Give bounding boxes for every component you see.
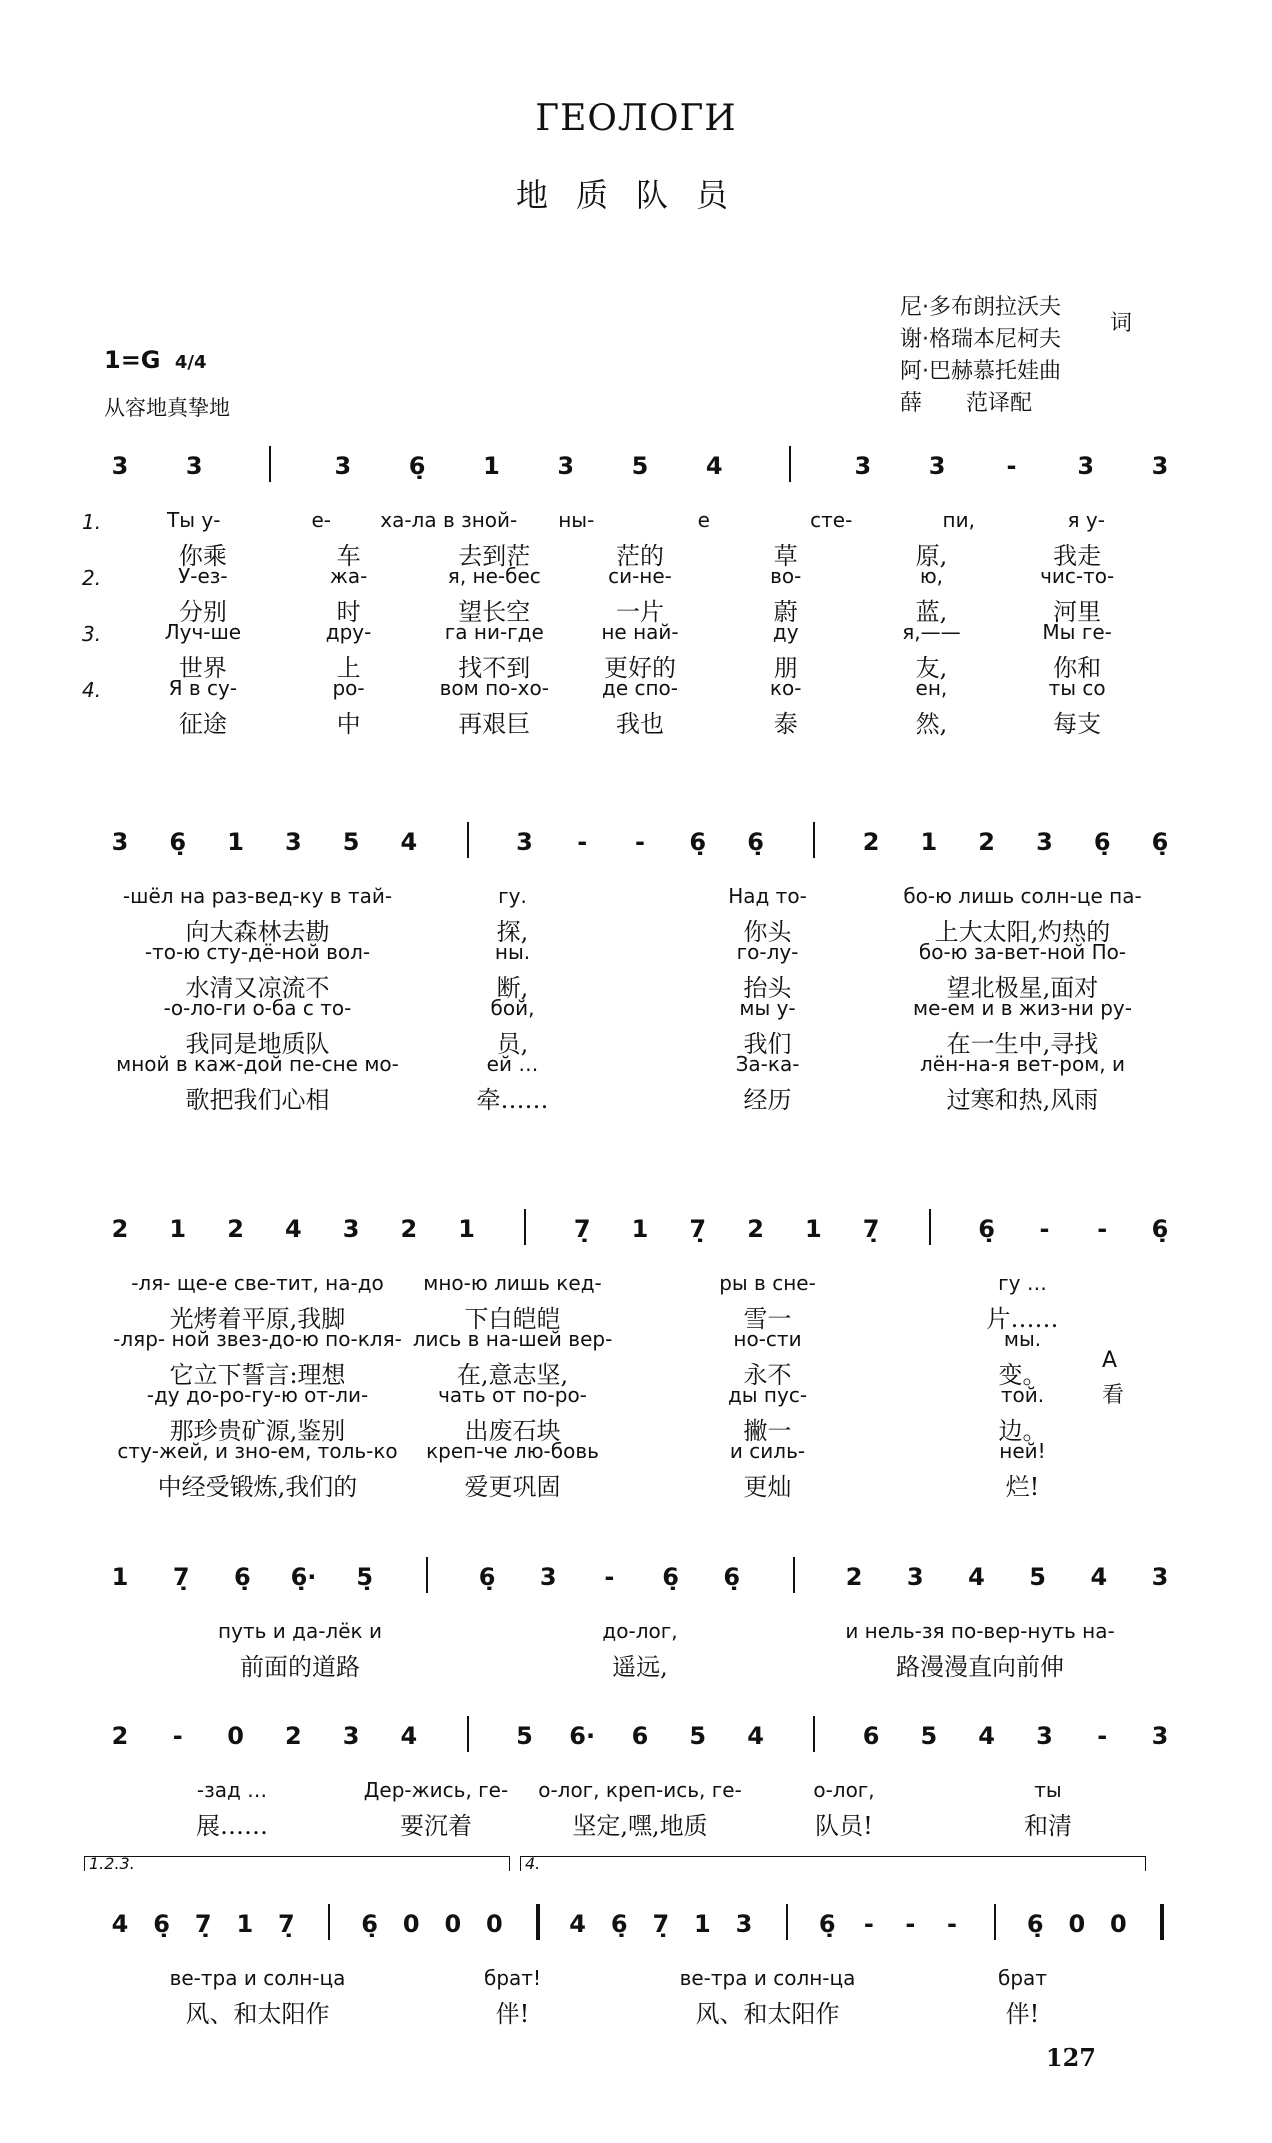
key-label: 1=G	[104, 346, 161, 374]
note: 4	[284, 1215, 302, 1243]
note: -	[635, 828, 645, 856]
russian-lyric: Над то-	[728, 884, 807, 908]
verse-number: 1.	[82, 510, 102, 534]
chinese-lyric: 征途	[178, 710, 227, 738]
note: 5	[1029, 1563, 1046, 1591]
russian-lyric: е	[697, 508, 710, 532]
russian-lyric: За-ка-	[735, 1052, 800, 1076]
russian-lyric: лён-на-я вет-ром, и	[919, 1052, 1126, 1076]
note: 2	[747, 1215, 764, 1243]
note: 4	[400, 828, 418, 856]
russian-lyric: бо-ю за-вет-ной По-	[918, 940, 1127, 964]
russian-lyric: бо-ю лишь солн-це па-	[903, 884, 1142, 908]
note: 3	[284, 828, 302, 856]
note: 4	[705, 452, 723, 480]
chinese-lyric: 员,	[496, 1030, 529, 1058]
note: 6̣	[408, 452, 426, 480]
note: 1	[804, 1215, 822, 1243]
note: 5	[689, 1722, 707, 1750]
chinese-lyric: 雪一	[743, 1305, 792, 1333]
russian-lyric: е-	[311, 508, 332, 532]
note: 3	[334, 452, 352, 480]
chinese-lyric: 一片	[616, 598, 664, 626]
chinese-lyric: 再艰巨	[458, 710, 531, 738]
russian-lyric: -зад …	[196, 1778, 268, 1802]
chinese-lyric: 队员!	[815, 1812, 873, 1840]
volta-1	[84, 1856, 510, 1871]
note: -	[905, 1910, 916, 1938]
chinese-lyric: 前面的道路	[240, 1653, 360, 1681]
note: 6̣	[723, 1563, 741, 1591]
note: 4	[1090, 1563, 1108, 1591]
chinese-lyric: 你和	[1053, 654, 1102, 682]
russian-lyric: мно-ю лишь кед-	[423, 1271, 602, 1295]
note: -	[1097, 1215, 1108, 1243]
note: 3	[854, 452, 872, 480]
chinese-lyric: 它立下誓言:理想	[169, 1361, 346, 1389]
note: 2	[845, 1563, 863, 1591]
note: 1	[920, 828, 938, 856]
note: 3	[1036, 1722, 1053, 1750]
note: 5	[631, 452, 649, 480]
note: 0	[1068, 1910, 1086, 1938]
chinese-lyric: 每支	[1053, 710, 1102, 738]
note: 4	[400, 1722, 418, 1750]
note: 7̣	[172, 1563, 190, 1591]
russian-lyric: вом по-хо-	[439, 676, 549, 700]
note: 0	[444, 1910, 462, 1938]
note: 3	[111, 452, 129, 480]
chinese-lyric: 草	[773, 542, 798, 570]
note: -	[577, 828, 588, 856]
russian-lyric: ны.	[494, 940, 531, 964]
note: 3	[735, 1910, 753, 1938]
note: -	[1097, 1722, 1108, 1750]
note: 1	[227, 828, 244, 856]
chinese-lyric: 我也	[616, 710, 664, 738]
tempo-marking: 从容地真挚地	[104, 396, 230, 420]
note: 3	[1151, 1563, 1169, 1591]
note: 6̣	[361, 1910, 378, 1938]
russian-lyric: де спо-	[601, 676, 679, 700]
russian-lyric: мной в каж-дой пе-сне мо-	[116, 1052, 399, 1076]
chinese-lyric: 撇一	[743, 1417, 792, 1445]
russian-lyric: мы.	[1003, 1327, 1042, 1351]
note: 6̣	[1151, 828, 1169, 856]
russian-lyric: но-сти	[733, 1327, 802, 1351]
russian-lyric: чис-то-	[1040, 564, 1115, 588]
russian-lyric: ен,	[915, 676, 948, 700]
chinese-lyric: 伴!	[495, 2000, 530, 2028]
chinese-lyric: 光烤着平原,我脚	[169, 1305, 346, 1333]
chinese-lyric: 那珍贵矿源,鉴别	[169, 1417, 346, 1445]
note: 7̣	[573, 1215, 591, 1243]
side-note: 看	[1102, 1383, 1125, 1408]
bar-line	[269, 446, 271, 482]
russian-lyric: пи,	[942, 508, 975, 532]
note: 1	[458, 1215, 475, 1243]
chinese-lyric: 在一生中,寻找	[946, 1030, 1099, 1058]
chinese-lyric: 歌把我们心相	[185, 1086, 330, 1114]
russian-lyric: Дер-жись, ге-	[363, 1778, 509, 1802]
russian-lyric: го-лу-	[736, 940, 799, 964]
russian-lyric: гу …	[998, 1271, 1047, 1295]
bar-line	[813, 1716, 815, 1752]
chinese-lyric: 河里	[1053, 598, 1102, 626]
note: 1	[631, 1215, 649, 1243]
note: 2	[862, 828, 880, 856]
chinese-lyric: 茫的	[616, 542, 664, 570]
chinese-lyric: 断,	[496, 974, 529, 1002]
note: 3	[1036, 828, 1053, 856]
russian-lyric: брат	[998, 1966, 1047, 1990]
chinese-lyric: 变。	[998, 1361, 1047, 1389]
russian-lyric: во-	[770, 564, 802, 588]
chinese-lyric: 风、和太阳作	[185, 2000, 330, 2028]
bar-line	[789, 446, 791, 482]
chinese-lyric: 蔚	[773, 598, 798, 626]
note: -	[863, 1910, 874, 1938]
russian-lyric: лись в на-шей вер-	[412, 1327, 613, 1351]
russian-lyric: сту-жей, и зно-ем, толь-ко	[117, 1439, 398, 1463]
bar-line	[1160, 1904, 1164, 1940]
russian-lyric: сте-	[810, 508, 853, 532]
note: 6	[631, 1722, 649, 1750]
note: 3	[516, 828, 533, 856]
note: 0	[227, 1722, 244, 1750]
chinese-lyric: 找不到	[458, 654, 531, 682]
note: -	[604, 1563, 615, 1591]
bar-line	[929, 1209, 931, 1245]
note: 6̣	[478, 1563, 496, 1591]
chinese-lyric: 更灿	[743, 1473, 792, 1501]
chinese-lyric: 然,	[915, 710, 948, 738]
bar-line	[786, 1904, 788, 1940]
bar-line	[994, 1904, 996, 1940]
russian-lyric: гу.	[498, 884, 527, 908]
chinese-lyric: 路漫漫直向前伸	[896, 1653, 1064, 1681]
note: -	[172, 1722, 183, 1750]
russian-lyric: Мы ге-	[1042, 620, 1112, 644]
chinese-lyric: 更好的	[604, 654, 676, 682]
chinese-lyric: 要沉着	[400, 1812, 472, 1840]
note: 6̣	[1026, 1910, 1044, 1938]
note: 4	[978, 1722, 995, 1750]
chinese-lyric: 坚定,嘿,地质	[572, 1812, 708, 1840]
note: 1	[169, 1215, 187, 1243]
note: -	[1006, 452, 1017, 480]
note: 0	[486, 1910, 503, 1938]
note: 6̣	[978, 1215, 995, 1243]
russian-lyric: мы у-	[739, 996, 796, 1020]
chinese-lyric: 时	[336, 598, 361, 626]
russian-lyric: и нель-зя по-вер-нуть на-	[845, 1619, 1115, 1643]
song-title: ГЕОЛОГИ	[535, 98, 737, 139]
chinese-lyric: 在,意志坚,	[456, 1361, 569, 1389]
note: 3	[111, 828, 129, 856]
note: 7̣	[278, 1910, 295, 1938]
note: 0	[1110, 1910, 1127, 1938]
russian-lyric: ве-тра и солн-ца	[169, 1966, 346, 1990]
russian-lyric: си-не-	[608, 564, 672, 588]
note: 6̣	[153, 1910, 170, 1938]
chinese-lyric: 你头	[743, 918, 792, 946]
note: 3	[1151, 1722, 1169, 1750]
russian-lyric: -ду до-ро-гу-ю от-ли-	[146, 1383, 369, 1407]
chinese-lyric: 你乘	[178, 542, 227, 570]
bar-line	[467, 822, 469, 858]
russian-lyric: ко-	[769, 676, 802, 700]
note: 5	[342, 828, 360, 856]
note: 1	[483, 452, 500, 480]
chinese-lyric: 上大太阳,灼热的	[934, 918, 1111, 946]
bar-line	[426, 1557, 428, 1593]
key-signature	[104, 346, 207, 374]
bar-line	[467, 1716, 469, 1752]
note: 3	[1077, 452, 1095, 480]
russian-lyric: Луч-ше	[164, 620, 242, 644]
chinese-lyric: 蓝,	[915, 598, 948, 626]
chinese-lyric: 中经受锻炼,我们的	[157, 1473, 358, 1501]
volta-2	[520, 1856, 1146, 1871]
note: 2	[978, 828, 995, 856]
russian-lyric: га ни-где	[444, 620, 544, 644]
russian-lyric: креп-че лю-бовь	[426, 1439, 599, 1463]
note: 2	[284, 1722, 302, 1750]
note: 4	[569, 1910, 586, 1938]
note: 6̣	[747, 828, 764, 856]
russian-lyric: ры в сне-	[719, 1271, 816, 1295]
note: 3	[539, 1563, 557, 1591]
russian-lyric: Я в су-	[168, 676, 238, 700]
chinese-lyric: 水清又凉流不	[185, 974, 330, 1002]
note: 3	[342, 1215, 360, 1243]
note: 7̣	[194, 1910, 212, 1938]
note: 2	[227, 1215, 244, 1243]
russian-lyric: ны-	[558, 508, 595, 532]
credit-line: 谢·格瑞本尼柯夫	[900, 327, 1061, 352]
russian-lyric: ды пус-	[727, 1383, 808, 1407]
credits-block	[900, 292, 1061, 420]
russian-lyric: У-ез-	[178, 564, 228, 588]
chinese-lyric: 展……	[196, 1812, 268, 1840]
chinese-lyric: 爱更巩固	[464, 1473, 561, 1501]
chinese-lyric: 朋	[773, 654, 798, 682]
note: 2	[111, 1722, 129, 1750]
russian-lyric: -ляр- ной звез-до-ю по-кля-	[113, 1327, 402, 1351]
note: 6̣	[689, 828, 707, 856]
russian-lyric: -ля- ще-е све-тит, на-до	[131, 1271, 384, 1295]
note: 6̣	[1151, 1215, 1169, 1243]
credit-line: 尼·多布朗拉沃夫	[900, 295, 1061, 320]
note: 7̣	[862, 1215, 880, 1243]
note: 6̣	[169, 828, 187, 856]
russian-lyric: я, не-бес	[447, 564, 541, 588]
note: 0	[402, 1910, 420, 1938]
note: 4	[111, 1910, 129, 1938]
chinese-lyric: 望北极星,面对	[946, 974, 1099, 1002]
verse-number: 3.	[82, 622, 102, 646]
chinese-lyric: 我走	[1053, 542, 1102, 570]
note: 2	[111, 1215, 129, 1243]
russian-lyric: не най-	[601, 620, 679, 644]
bar-line	[328, 1904, 330, 1940]
chinese-lyric: 友,	[915, 654, 948, 682]
russian-lyric: -о-ло-ги о-ба с то-	[163, 996, 352, 1020]
note: 4	[968, 1563, 985, 1591]
note: 5	[516, 1722, 533, 1750]
note: -	[1039, 1215, 1050, 1243]
russian-lyric: брат!	[484, 1966, 541, 1990]
bar-line	[524, 1209, 526, 1245]
note: 6·	[569, 1722, 596, 1750]
chinese-lyric: 过寒和热,风雨	[946, 1086, 1099, 1114]
verse-number: 4.	[82, 678, 102, 702]
russian-lyric: и силь-	[729, 1439, 806, 1463]
side-note: A	[1102, 1348, 1118, 1373]
chinese-lyric: 经历	[743, 1086, 792, 1114]
russian-lyric: ве-тра и солн-ца	[679, 1966, 856, 1990]
note: 3	[906, 1563, 924, 1591]
russian-lyric: ро-	[332, 676, 365, 700]
russian-lyric: ей …	[486, 1052, 539, 1076]
note: 4	[747, 1722, 764, 1750]
note: 1	[236, 1910, 254, 1938]
russian-lyric: ней!	[999, 1439, 1046, 1463]
russian-lyric: дру-	[325, 620, 372, 644]
chinese-lyric: 望长空	[458, 598, 531, 626]
chinese-lyric: 我们	[743, 1030, 792, 1058]
russian-lyric: я,——	[902, 620, 961, 644]
russian-lyric: я у-	[1067, 508, 1105, 532]
time-signature: 4/4	[174, 352, 207, 373]
chinese-lyric: 去到茫	[458, 542, 531, 570]
chinese-lyric: 车	[336, 542, 361, 570]
volta-label: 4.	[525, 1854, 541, 1873]
chinese-lyric: 下白皑皑	[464, 1305, 561, 1333]
russian-lyric: той.	[1000, 1383, 1045, 1407]
bar-line	[813, 822, 815, 858]
russian-lyric: до-лог,	[602, 1619, 678, 1643]
note: 5̣	[356, 1563, 374, 1591]
note: 6̣	[233, 1563, 251, 1591]
note: 6̣	[610, 1910, 628, 1938]
note: 3	[928, 452, 946, 480]
chinese-lyric: 中	[336, 710, 361, 738]
song-subtitle: 地质队员	[515, 176, 756, 214]
chinese-lyric: 探,	[496, 918, 529, 946]
volta-label: 1.2.3.	[89, 1854, 135, 1873]
chinese-lyric: 永不	[743, 1361, 792, 1389]
chinese-lyric: 伴!	[1005, 2000, 1040, 2028]
note: 1	[694, 1910, 711, 1938]
note: 6̣·	[290, 1563, 317, 1591]
russian-lyric: о-лог, креп-ись, ге-	[538, 1778, 742, 1802]
russian-lyric: ме-ем и в жиз-ни ру-	[913, 996, 1132, 1020]
chinese-lyric: 风、和太阳作	[695, 2000, 840, 2028]
russian-lyric: ты	[1034, 1778, 1062, 1802]
note: 2	[400, 1215, 418, 1243]
page-number: 127	[1045, 2043, 1096, 2072]
chinese-lyric: 上	[336, 654, 361, 682]
verse-number: 2.	[82, 566, 102, 590]
chinese-lyric: 泰	[773, 710, 798, 738]
russian-lyric: бой,	[490, 996, 535, 1020]
russian-lyric: -то-ю сту-дё-ной вол-	[144, 940, 371, 964]
note: 3	[557, 452, 575, 480]
russian-lyric: путь и да-лёк и	[218, 1619, 382, 1643]
chinese-lyric: 遥远,	[612, 1653, 668, 1681]
russian-lyric: жа-	[329, 564, 368, 588]
note: 6̣	[662, 1563, 679, 1591]
note: 6̣	[1093, 828, 1111, 856]
chinese-lyric: 牵……	[476, 1086, 549, 1114]
chinese-lyric: 向大森林去勘	[185, 918, 330, 946]
russian-lyric: Ты у-	[167, 508, 221, 532]
chinese-lyric: 烂!	[1005, 1473, 1040, 1501]
note: 6	[862, 1722, 880, 1750]
russian-lyric: чать от по-ро-	[438, 1383, 587, 1407]
chinese-lyric: 和清	[1024, 1812, 1072, 1840]
credit-line: 薛 范译配	[900, 391, 1033, 416]
note: 7̣	[652, 1910, 670, 1938]
note: 6̣	[818, 1910, 836, 1938]
russian-lyric: о-лог,	[813, 1778, 875, 1802]
note: 1	[111, 1563, 129, 1591]
russian-lyric: ду	[772, 620, 799, 644]
note: 3	[1151, 452, 1169, 480]
chinese-lyric: 我同是地质队	[185, 1030, 330, 1058]
chinese-lyric: 分别	[178, 598, 227, 626]
credit-lyric-mark: 词	[1110, 311, 1133, 336]
bar-line	[793, 1557, 795, 1593]
chinese-lyric: 出废石块	[464, 1417, 561, 1445]
note: -	[947, 1910, 957, 1938]
bar-line	[536, 1904, 540, 1940]
chinese-lyric: 边。	[998, 1417, 1047, 1445]
note: 3	[185, 452, 203, 480]
russian-lyric: -шёл на раз-вед-ку в тай-	[122, 884, 393, 908]
chinese-lyric: 片……	[986, 1305, 1059, 1333]
chinese-lyric: 原,	[915, 542, 948, 570]
note: 7̣	[689, 1215, 707, 1243]
note: 5	[920, 1722, 938, 1750]
credit-line: 阿·巴赫慕托娃曲	[900, 359, 1061, 384]
russian-lyric: ты со	[1048, 676, 1106, 700]
russian-lyric: ю,	[919, 564, 944, 588]
russian-lyric: ха-ла в зной-	[380, 508, 518, 532]
note: 3	[342, 1722, 360, 1750]
chinese-lyric: 抬头	[743, 974, 792, 1002]
chinese-lyric: 世界	[178, 654, 227, 682]
